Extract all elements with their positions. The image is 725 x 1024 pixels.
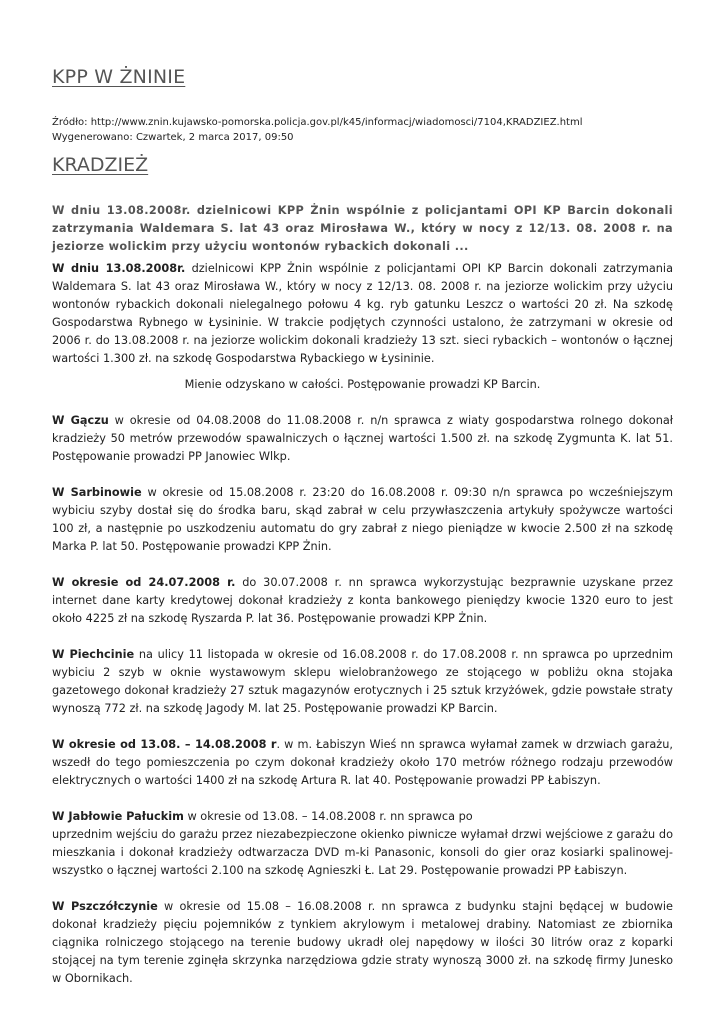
paragraph-lead-bold: W Sarbinowie (52, 486, 142, 499)
paragraph-znin (52, 260, 673, 368)
paragraph-jablowo-continued: uprzednim wejściu do garażu przez niezabezpieczone okienko piwnicze wyłamał drzwi wejściowe z garażu do mieszkania i dokonał kradzieży odtwarzacza DVD m-ki Panasonic, konsoli do gier oraz kosiarki spalinowej- wszystko o łącznej wartości 2.100 na szkodę Agnieszki Ł. Lat 29. Postępowanie prowadzi PP Łabiszyn. (52, 828, 673, 877)
generated-date: Wygenerowano: Czwartek, 2 marca 2017, 09:50 (52, 132, 294, 143)
paragraph-internet-fraud (52, 574, 673, 628)
paragraph-lead-bold: W Pszczółczynie (52, 900, 158, 913)
site-title: KPP W ŻNINIE (52, 66, 186, 88)
paragraph-text: do 30.07.2008 r. nn sprawca wykorzystując bezprawnie uzyskane przez internet dane karty kredytowej dokonał kradzieży z konta bankowego pieniędzy kwocie 1320 euro to jest około 4225 zł na szkodę Ryszarda P. lat 36. Postępowanie prowadzi KPP Żnin. (52, 576, 673, 625)
paragraph-labiszyn (52, 736, 673, 790)
source-url: Źródło: http://www.znin.kujawsko-pomorska.policja.gov.pl/k45/informacj/wiadomosci/7104,KRADZIEZ.html (52, 117, 583, 128)
paragraph-piechcin (52, 646, 673, 718)
paragraph-lead-bold: W dniu 13.08.2008r. (52, 262, 186, 275)
paragraph-text: . w m. Łabiszyn Wieś nn sprawca wyłamał zamek w drzwiach garażu, wszedł do tego pomieszczenia po czym dokonał kradzieży około 170 metrów różnego rodzaju przewodów elektrycznych o wartości 1400 zł na szkodę Artura R. lat 40. Postępowanie prowadzi PP Łabiszyn. (52, 738, 673, 787)
paragraph-text: dzielnicowi KPP Żnin wspólnie z policjantami OPI KP Barcin dokonali zatrzymania Waldemara S. lat 43 oraz Mirosława W., który w nocy z 12/13. 08. 2008 r. na jeziorze wolickim przy użyciu wontonów rybackich dokonali nielegalnego połowu 4 kg. ryb gatunku Leszcz o wartości 20 zł. Na szkodę Gospodarstwa Rybnego w Łysininie. W trakcie podjętych czynności ustalono, że zatrzymani w okresie od 2006 r. do 13.08.2008 r. na jeziorze wolickim dokonali kradzieży 13 szt. sieci rybackich – wontonów o łącznej wartości 1.300 zł. na szkodę Gospodarstwa Rybackiego w Łysininie. (52, 262, 673, 365)
document-meta (52, 115, 583, 145)
paragraph-lead-bold: W Jabłowie Pałuckim (52, 810, 184, 823)
paragraph-lead-bold: W Piechcinie (52, 648, 135, 661)
paragraph-gacz (52, 412, 673, 466)
paragraph-sarbinowo (52, 484, 673, 556)
paragraph-lead-bold: W okresie od 24.07.2008 r. (52, 576, 236, 589)
paragraph-text: na ulicy 11 listopada w okresie od 16.08.2008 r. do 17.08.2008 r. nn sprawca po uprzednim wybiciu 2 szyb w oknie wystawowym sklepu wielobranżowego ze stojącego w pobliżu okna stojaka gazetowego dokonał kradzieży 27 sztuk magazynów erotycznych i 25 sztuk krzyżówek, gdzie powstałe straty wynoszą 772 zł. na szkodę Jagody M. lat 25. Postępowanie prowadzi KP Barcin. (52, 648, 673, 715)
paragraph-pszczolczyn (52, 898, 673, 988)
paragraph-text: w okresie od 15.08 – 16.08.2008 r. nn sprawca z budynku stajni będącej w budowie dokonał kradzieży pięciu pojemników z tynkiem akrylowym i metalowej drabiny. Natomiast ze zbiornika ciągnika rolniczego stojącego na terenie budowy ukradł olej napędowy w ilości 30 litrów oraz z koparki stojącej na tym terenie zginęła skrzynka narzędziowa gdzie straty wynoszą 3000 zł. na szkodę firmy Junesko w Obornikach. (52, 900, 673, 985)
paragraph-text: w okresie od 04.08.2008 do 11.08.2008 r. n/n sprawca z wiaty gospodarstwa rolnego dokonał kradzieży 50 metrów przewodów spawalniczych o łącznej wartości 1.500 zł. na szkodę Zygmunta K. lat 51. Postępowanie prowadzi PP Janowiec Wlkp. (52, 414, 673, 463)
paragraph-lead-bold: W Gączu (52, 414, 109, 427)
article-content (52, 202, 673, 988)
paragraph-lead-bold: W okresie od 13.08. – 14.08.2008 r (52, 738, 277, 751)
paragraph-text: w okresie od 13.08. – 14.08.2008 r. nn sprawca po (183, 810, 473, 823)
article-title: KRADZIEŻ (52, 154, 149, 176)
paragraph-summary: Mienie odzyskano w całości. Postępowanie prowadzi KP Barcin. (184, 378, 541, 391)
article-lead: W dniu 13.08.2008r. dzielnicowi KPP Żnin wspólnie z policjantami OPI KP Barcin dokonali zatrzymania Waldemara S. lat 43 oraz Mirosława W., który w nocy z 12/13. 08. 2008 r. na jeziorze wolickim przy użyciu wontonów rybackich dokonali ... (52, 204, 673, 253)
paragraph-jablowo (52, 808, 673, 826)
paragraph-text: w okresie od 15.08.2008 r. 23:20 do 16.08.2008 r. 09:30 n/n sprawca po wcześniejszym wybiciu szyby dostał się do środka baru, skąd zabrał w celu przywłaszczenia artykuły spożywcze wartości 100 zł, a następnie po uszkodzeniu automatu do gry zabrał z niego pieniądze w kwocie 2.500 zł na szkodę Marka P. lat 50. Postępowanie prowadzi KPP Żnin. (52, 486, 673, 553)
